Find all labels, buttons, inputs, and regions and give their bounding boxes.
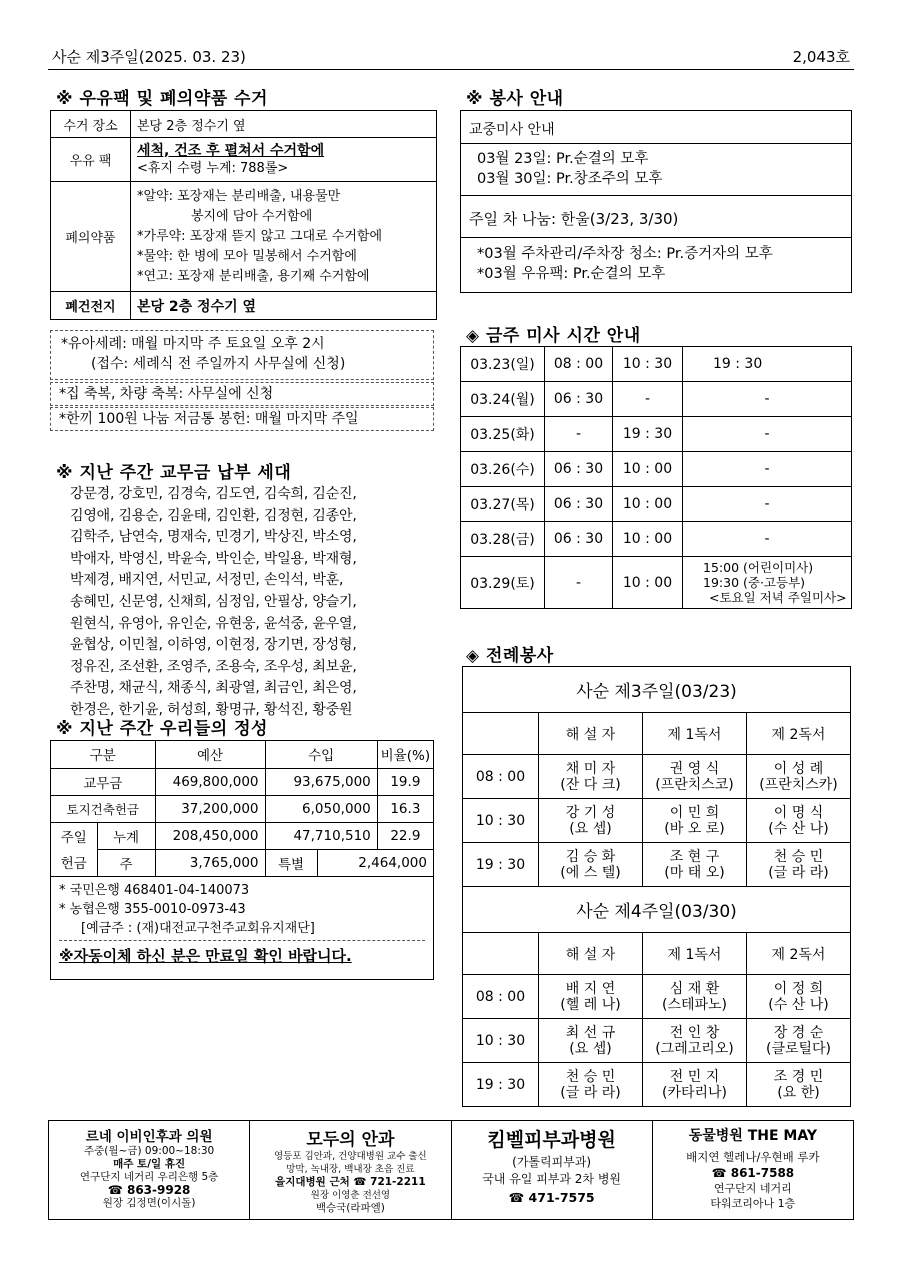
- bank-line: * 국민은행 468401-04-140073: [59, 882, 250, 898]
- baptismal-name: (카타리나): [661, 1084, 728, 1101]
- ad-ent-clinic: [49, 1121, 250, 1219]
- fin-label: 토지건축헌금: [51, 795, 155, 822]
- autopay-warning: ※자동이체 하신 분은 만료일 확인 바랍니다.: [59, 940, 425, 966]
- baptismal-name: (바 오 로): [664, 820, 725, 837]
- service-line: 03월 30일: Pr.창조주의 모후: [477, 171, 663, 187]
- mass-time: -: [683, 522, 852, 557]
- ad-eye-clinic: [250, 1121, 451, 1219]
- fin-sublabel: 누계: [97, 822, 155, 849]
- recycle-key: 폐건전지: [51, 292, 131, 320]
- service-title: ※ 봉사 안내: [466, 89, 564, 109]
- dues-line: 송혜민, 신문영, 신채희, 심정임, 안필상, 양슬기,: [70, 593, 357, 610]
- med-line: *물약: 한 병에 모아 밀봉해서 수거함에: [137, 248, 357, 264]
- recycle-val: 본당 2층 정수기 옆: [131, 292, 437, 320]
- finance-title: ※ 지난 주간 우리들의 정성: [56, 719, 268, 739]
- ad-phone: ☎ 863-9928: [107, 1183, 191, 1197]
- ad-line: 매주 토/일 휴진: [113, 1158, 186, 1170]
- mass-time: 19 : 30: [683, 347, 852, 382]
- mass-time: 06 : 30: [545, 452, 613, 487]
- baptismal-name: (글 라 라): [768, 864, 829, 881]
- mass-time: 10 : 30: [613, 347, 683, 382]
- ad-line: 원장 김정면(이시돌): [102, 1197, 196, 1209]
- mass-time: -: [683, 382, 852, 417]
- sat-mass-line: <토요일 저녁 주일미사>: [709, 590, 847, 605]
- server-name: 심 재 환: [669, 980, 720, 997]
- service-mass: [461, 144, 851, 196]
- ad-name: 르네 이비인후과 의원: [85, 1129, 213, 1145]
- fin-label: 교무금: [51, 768, 155, 795]
- notice-savings: *한끼 100원 나눔 저금통 봉헌: 매월 마지막 주일: [50, 407, 434, 431]
- dues-line: 주찬명, 채균식, 채종식, 최광열, 최금인, 최은영,: [70, 680, 357, 697]
- col-header: 제 1독서: [643, 933, 747, 975]
- fin-income: 47,710,510: [265, 822, 377, 849]
- col-header: 해 설 자: [539, 713, 643, 755]
- server-name: 장 경 순: [773, 1024, 824, 1041]
- mass-date: 03.26(수): [461, 452, 545, 487]
- mass-time: -: [545, 417, 613, 452]
- mass-date: 03.27(목): [461, 487, 545, 522]
- dues-names: [70, 484, 440, 722]
- week-title: 사순 제4주일(03/30): [463, 887, 851, 933]
- liturgy-table: [462, 666, 851, 1107]
- baptismal-name: (에 스 텔): [560, 864, 621, 881]
- recycle-key: 수거 장소: [51, 111, 131, 138]
- col-header: 제 2독서: [747, 713, 851, 755]
- issue-date: 사순 제3주일(2025. 03. 23): [52, 48, 246, 66]
- mass-time: 06 : 30: [545, 522, 613, 557]
- server-name: 이 성 례: [773, 760, 824, 777]
- col-header: 제 1독서: [643, 713, 747, 755]
- col-header: 제 2독서: [747, 933, 851, 975]
- dues-line: 한경은, 한기윤, 허성희, 황명규, 황석진, 황중원: [70, 701, 353, 718]
- server-name: 전 인 창: [669, 1024, 720, 1041]
- ad-line: 망막, 녹내장, 백내장 초음 진료: [286, 1164, 415, 1175]
- ad-line: 연구단지 네거리: [713, 1182, 792, 1195]
- mass-time: 08 : 00: [545, 347, 613, 382]
- ad-line: 연구단지 네거리 우리은행 5층: [79, 1171, 219, 1183]
- med-line: 봉지에 담아 수거함에: [191, 208, 313, 224]
- service-line: *03월 주차관리/주차장 청소: Pr.증거자의 모후: [477, 246, 773, 262]
- dues-title: ※ 지난 주간 교무금 납부 세대: [56, 463, 292, 483]
- mass-time: -: [545, 557, 613, 609]
- baptismal-name: (클로틸다): [765, 1040, 832, 1057]
- service-parking: [461, 238, 851, 284]
- server-name: 전 민 지: [669, 1068, 720, 1085]
- ad-line: 원장 이영춘 전선영: [310, 1190, 391, 1201]
- ad-phone: ☎ 861-7588: [711, 1166, 795, 1180]
- time-cell: 19 : 30: [463, 843, 539, 887]
- ad-strip: [48, 1120, 854, 1220]
- fin-label: 헌금: [51, 849, 97, 876]
- col-header: 해 설 자: [539, 933, 643, 975]
- med-line: *연고: 포장재 분리배출, 용기째 수거함에: [137, 268, 370, 284]
- server-name: 이 명 식: [773, 804, 824, 821]
- baptismal-name: (그레고리오): [655, 1040, 734, 1057]
- fin-income: 93,675,000: [265, 768, 377, 795]
- mass-time: 10 : 00: [613, 452, 683, 487]
- issue-number: 2,043호: [792, 48, 850, 66]
- server-name: 천 승 민: [773, 848, 824, 865]
- server-name: 최 선 규: [565, 1024, 616, 1041]
- mass-time: -: [613, 382, 683, 417]
- server-name: 권 영 식: [669, 760, 720, 777]
- med-line: *알약: 포장재는 분리배출, 내용물만: [137, 188, 341, 204]
- dues-line: 강문경, 강호민, 김경숙, 김도연, 김숙희, 김순진,: [70, 486, 357, 502]
- server-name: 조 경 민: [773, 1068, 824, 1085]
- bank-line: * 농협은행 355-0010-0973-43: [59, 901, 246, 917]
- time-cell: 10 : 30: [463, 1019, 539, 1063]
- baptismal-name: (수 산 나): [768, 996, 829, 1013]
- service-share: 주일 차 나눔: 한울(3/23, 3/30): [461, 196, 851, 238]
- dues-line: 박애자, 박영신, 박윤숙, 박인순, 박일용, 박재형,: [70, 550, 357, 567]
- blank-cell: [463, 933, 539, 975]
- finance-box: [50, 740, 434, 980]
- baptismal-name: (수 산 나): [768, 820, 829, 837]
- baptismal-name: (잔 다 크): [560, 776, 621, 793]
- liturgy-title: ◈ 전례봉사: [466, 646, 554, 666]
- bank-info: [51, 877, 433, 938]
- ad-phone: ☎ 471-7575: [508, 1190, 595, 1205]
- service-sub: 교중미사 안내: [461, 111, 851, 144]
- mass-time: 10 : 00: [613, 557, 683, 609]
- mass-time: 06 : 30: [545, 487, 613, 522]
- recycle-val: 본당 2층 정수기 옆: [131, 111, 437, 138]
- fin-budget: 3,765,000: [155, 849, 265, 876]
- mass-time: 06 : 30: [545, 382, 613, 417]
- ad-line: (가톨릭피부과): [512, 1155, 592, 1169]
- ad-name: 킴벨피부과병원: [487, 1129, 616, 1151]
- fin-ratio: 22.9: [377, 822, 433, 849]
- week-title: 사순 제3주일(03/23): [463, 667, 851, 713]
- dues-line: 정유진, 조선환, 조영주, 조용숙, 조우성, 최보윤,: [70, 658, 357, 675]
- service-line: 03월 23일: Pr.순결의 모후: [477, 151, 649, 167]
- mass-time: -: [683, 452, 852, 487]
- baptismal-name: (프란치스코): [655, 776, 734, 793]
- fin-special-label: 특별: [265, 849, 317, 876]
- ad-phone: 을지대병원 근처 ☎ 721-2211: [275, 1176, 426, 1188]
- dues-line: 김영애, 김용순, 김윤태, 김인환, 김정현, 김종안,: [70, 507, 357, 524]
- fin-ratio: 16.3: [377, 795, 433, 822]
- mass-time: 19 : 30: [613, 417, 683, 452]
- mass-title: ◈ 금주 미사 시간 안내: [466, 326, 641, 346]
- baptismal-name: (마 태 오): [664, 864, 725, 881]
- server-name: 조 현 구: [669, 848, 720, 865]
- fin-header: 예산: [155, 741, 265, 768]
- fin-header: 수입: [265, 741, 377, 768]
- fin-ratio: 19.9: [377, 768, 433, 795]
- fin-budget: 208,450,000: [155, 822, 265, 849]
- ad-line: 주중(월~금) 09:00~18:30: [84, 1145, 215, 1157]
- recycle-title: ※ 우유팩 및 폐의약품 수거: [56, 89, 268, 109]
- service-box: [460, 110, 852, 293]
- server-name: 채 미 자: [565, 760, 616, 777]
- notice-blessing: *집 축복, 차량 축복: 사무실에 신청: [50, 382, 434, 406]
- notice-text: (접수: 세례식 전 주일까지 사무실에 신청): [91, 356, 346, 372]
- dues-line: 원현식, 유영아, 유인순, 유현웅, 윤석중, 윤우열,: [70, 615, 357, 632]
- finance-table: [51, 741, 433, 877]
- baptismal-name: (헬 레 나): [560, 996, 621, 1013]
- server-name: 이 정 희: [773, 980, 824, 997]
- time-cell: 08 : 00: [463, 975, 539, 1019]
- recycle-table: [50, 110, 437, 320]
- server-name: 천 승 민: [565, 1068, 616, 1085]
- service-line: *03월 우유팩: Pr.순결의 모후: [477, 266, 666, 282]
- med-line: *가루약: 포장재 뜯지 않고 그대로 수거함에: [137, 228, 383, 244]
- milk-instruction: 세척, 건조 후 펼쳐서 수거함에: [137, 142, 325, 159]
- fin-sublabel: 주: [97, 849, 155, 876]
- dues-line: 김학주, 남연숙, 명재숙, 민경기, 박상진, 박소영,: [70, 529, 357, 546]
- page-header: [48, 44, 854, 70]
- server-name: 김 승 화: [565, 848, 616, 865]
- mass-time: 10 : 00: [613, 487, 683, 522]
- fin-special-value: 2,464,000: [317, 849, 433, 876]
- mass-date: 03.28(금): [461, 522, 545, 557]
- baptismal-name: (요 셉): [569, 1040, 612, 1057]
- fin-label: 주일: [51, 822, 97, 849]
- fin-header: 구분: [51, 741, 155, 768]
- mass-table: [460, 346, 852, 609]
- mass-date: 03.29(토): [461, 557, 545, 609]
- baptismal-name: (글 라 라): [560, 1084, 621, 1101]
- time-cell: 19 : 30: [463, 1063, 539, 1107]
- mass-time: -: [683, 487, 852, 522]
- fin-budget: 469,800,000: [155, 768, 265, 795]
- mass-date: 03.24(월): [461, 382, 545, 417]
- sat-mass-line: 19:30 (중·고등부): [703, 575, 806, 590]
- ad-line: 백승국(라파엘): [315, 1202, 385, 1214]
- fin-budget: 37,200,000: [155, 795, 265, 822]
- time-cell: 08 : 00: [463, 755, 539, 799]
- mass-time: -: [683, 417, 852, 452]
- mass-date: 03.25(화): [461, 417, 545, 452]
- blank-cell: [463, 713, 539, 755]
- dues-line: 윤협상, 이민철, 이하영, 이현정, 장기면, 장성형,: [70, 637, 357, 654]
- recycle-key: 우유 팩: [51, 138, 131, 182]
- ad-derma-clinic: [452, 1121, 653, 1219]
- baptismal-name: (요 셉): [569, 820, 612, 837]
- notice-baptism: [50, 330, 434, 380]
- tissue-count: <휴지 수령 누계: 788롤>: [137, 160, 289, 176]
- ad-line: 국내 유일 피부과 2차 병원: [482, 1172, 622, 1186]
- dues-line: 박제경, 배지연, 서민교, 서정민, 손익석, 박훈,: [70, 572, 344, 589]
- ad-name: 동물병원 THE MAY: [688, 1128, 817, 1144]
- baptismal-name: (스테파노): [661, 996, 728, 1013]
- time-cell: 10 : 30: [463, 799, 539, 843]
- server-name: 이 민 희: [669, 804, 720, 821]
- ad-line: 배지연 헬레나/우현배 루카: [686, 1150, 820, 1164]
- ad-animal-hospital: [653, 1121, 853, 1219]
- notice-text: *유아세례: 매월 마지막 주 토요일 오후 2시: [61, 336, 325, 352]
- server-name: 배 지 연: [565, 980, 616, 997]
- ad-line: 영등포 김안과, 건양대병원 교수 출신: [273, 1151, 427, 1162]
- server-name: 강 기 성: [565, 804, 616, 821]
- fin-header: 비율(%): [377, 741, 433, 768]
- mass-date: 03.23(일): [461, 347, 545, 382]
- mass-time: 10 : 00: [613, 522, 683, 557]
- baptismal-name: (프란치스카): [759, 776, 838, 793]
- ad-name: 모두의 안과: [306, 1130, 395, 1150]
- ad-line: 타워코리아나 1층: [710, 1197, 796, 1210]
- bank-holder: [예금주 : (재)대전교구천주교회유지재단]: [81, 920, 315, 936]
- sat-mass-line: 15:00 (어린이미사): [703, 560, 814, 575]
- fin-income: 6,050,000: [265, 795, 377, 822]
- recycle-key: 폐의약품: [51, 182, 131, 292]
- baptismal-name: (요 한): [777, 1084, 820, 1101]
